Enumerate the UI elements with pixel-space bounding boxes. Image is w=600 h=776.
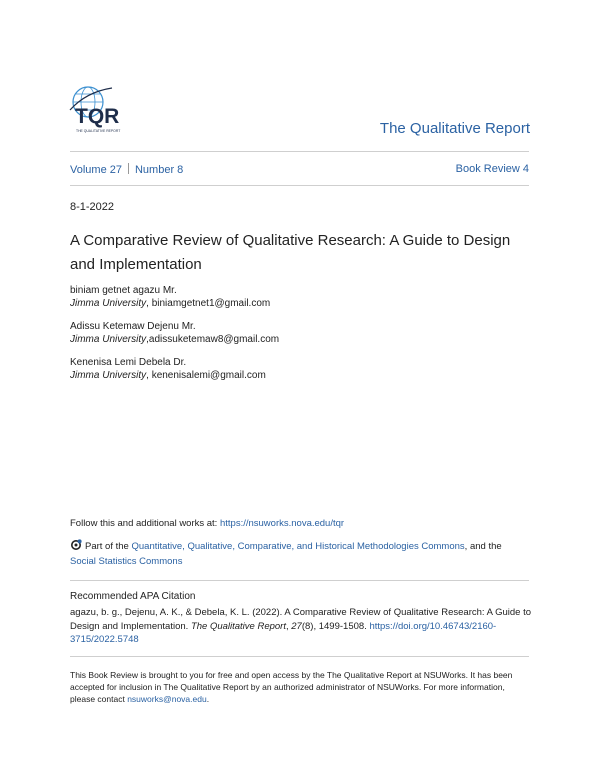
author-affiliation: Jimma University,adissuketemaw8@gmail.com: [70, 334, 280, 345]
network-icon: [70, 539, 82, 551]
divider: [70, 656, 529, 657]
author-entry: [70, 284, 270, 310]
publication-date: 8-1-2022: [70, 201, 115, 213]
divider: [70, 185, 529, 186]
tqr-logo: [68, 80, 148, 140]
notice-text: This Book Review is brought to you for free and open access by the The Qualitative Report at NSUWorks. It has been accepted for inclusion in The Qualitative Report by an authorized administrator of NSUWorks. For more information, please contact: [70, 670, 513, 704]
methodologies-commons-link[interactable]: Quantitative, Qualitative, Comparative, and Historical Methodologies Commons: [131, 541, 465, 552]
divider: [70, 580, 529, 581]
author-institution: Jimma University: [70, 370, 147, 381]
citation-pages: (8), 1499-1508.: [301, 620, 370, 632]
commons-middle: , and the: [464, 541, 502, 552]
journal-title-link[interactable]: The Qualitative Report: [379, 120, 530, 137]
citation-journal: The Qualitative Report: [190, 620, 286, 632]
citation-volume: 27: [291, 620, 302, 632]
separator: [128, 163, 129, 174]
follow-text: Follow this and additional works at:: [70, 518, 220, 529]
divider: [70, 151, 529, 152]
author-email: biniamgetnet1@gmail.com: [151, 298, 271, 309]
follow-line: [70, 518, 344, 529]
globe-icon: [68, 80, 148, 140]
author-affiliation: Jimma University, kenenisalemi@gmail.com: [70, 370, 266, 381]
author-institution: Jimma University: [70, 334, 147, 345]
author-entry: [70, 356, 266, 382]
author-email: kenenisalemi@gmail.com: [151, 370, 266, 381]
logo-text: TQR: [75, 105, 120, 128]
author-entry: [70, 320, 279, 346]
author-institution: Jimma University: [70, 298, 147, 309]
citation-text: agazu, b. g., Dejenu, A. K., & Debela, K. L. (2022). A Comparative Review of Qualitative Research: A Guide to Design and Implementation. The Qualitative Report, 27(8), 1499-1508. https://doi.org/10.46743/2160-3715/2022.5748: [70, 607, 532, 645]
author-name: Kenenisa Lemi Debela Dr.: [70, 357, 187, 368]
notice-end: .: [206, 694, 210, 704]
author-affiliation: Jimma University, biniamgetnet1@gmail.com: [70, 298, 271, 309]
author-name: Adissu Ketemaw Dejenu Mr.: [70, 321, 196, 332]
review-number-link[interactable]: Book Review 4: [455, 163, 529, 175]
follow-url-link[interactable]: https://nsuworks.nova.edu/tqr: [219, 518, 345, 529]
doi-link[interactable]: https://doi.org/10.46743/2160-3715/2022.5748: [70, 620, 497, 645]
article-title: A Comparative Review of Qualitative Research: A Guide to Design and Implementation: [70, 232, 511, 273]
access-notice: [70, 669, 532, 705]
author-name: biniam getnet agazu Mr.: [70, 285, 177, 296]
author-email: adissuketemaw8@gmail.com: [148, 334, 280, 345]
volume-link[interactable]: Volume 27: [70, 164, 122, 176]
social-statistics-commons-link[interactable]: Social Statistics Commons: [70, 556, 183, 567]
contact-email-link[interactable]: nsuworks@nova.edu: [127, 694, 207, 704]
citation-heading: Recommended APA Citation: [70, 591, 196, 602]
commons-line: [70, 539, 530, 569]
issue-line: [70, 163, 183, 176]
commons-prefix: Part of the: [85, 541, 132, 552]
citation-body: agazu, b. g., Dejenu, A. K., & Debela, K. L. (2022). A Comparative Review of Qualitative Research: A Guide to Design and Implementation.: [70, 607, 532, 632]
logo-subtext: THE QUALITATIVE REPORT: [76, 129, 121, 133]
number-link[interactable]: Number 8: [134, 164, 184, 176]
